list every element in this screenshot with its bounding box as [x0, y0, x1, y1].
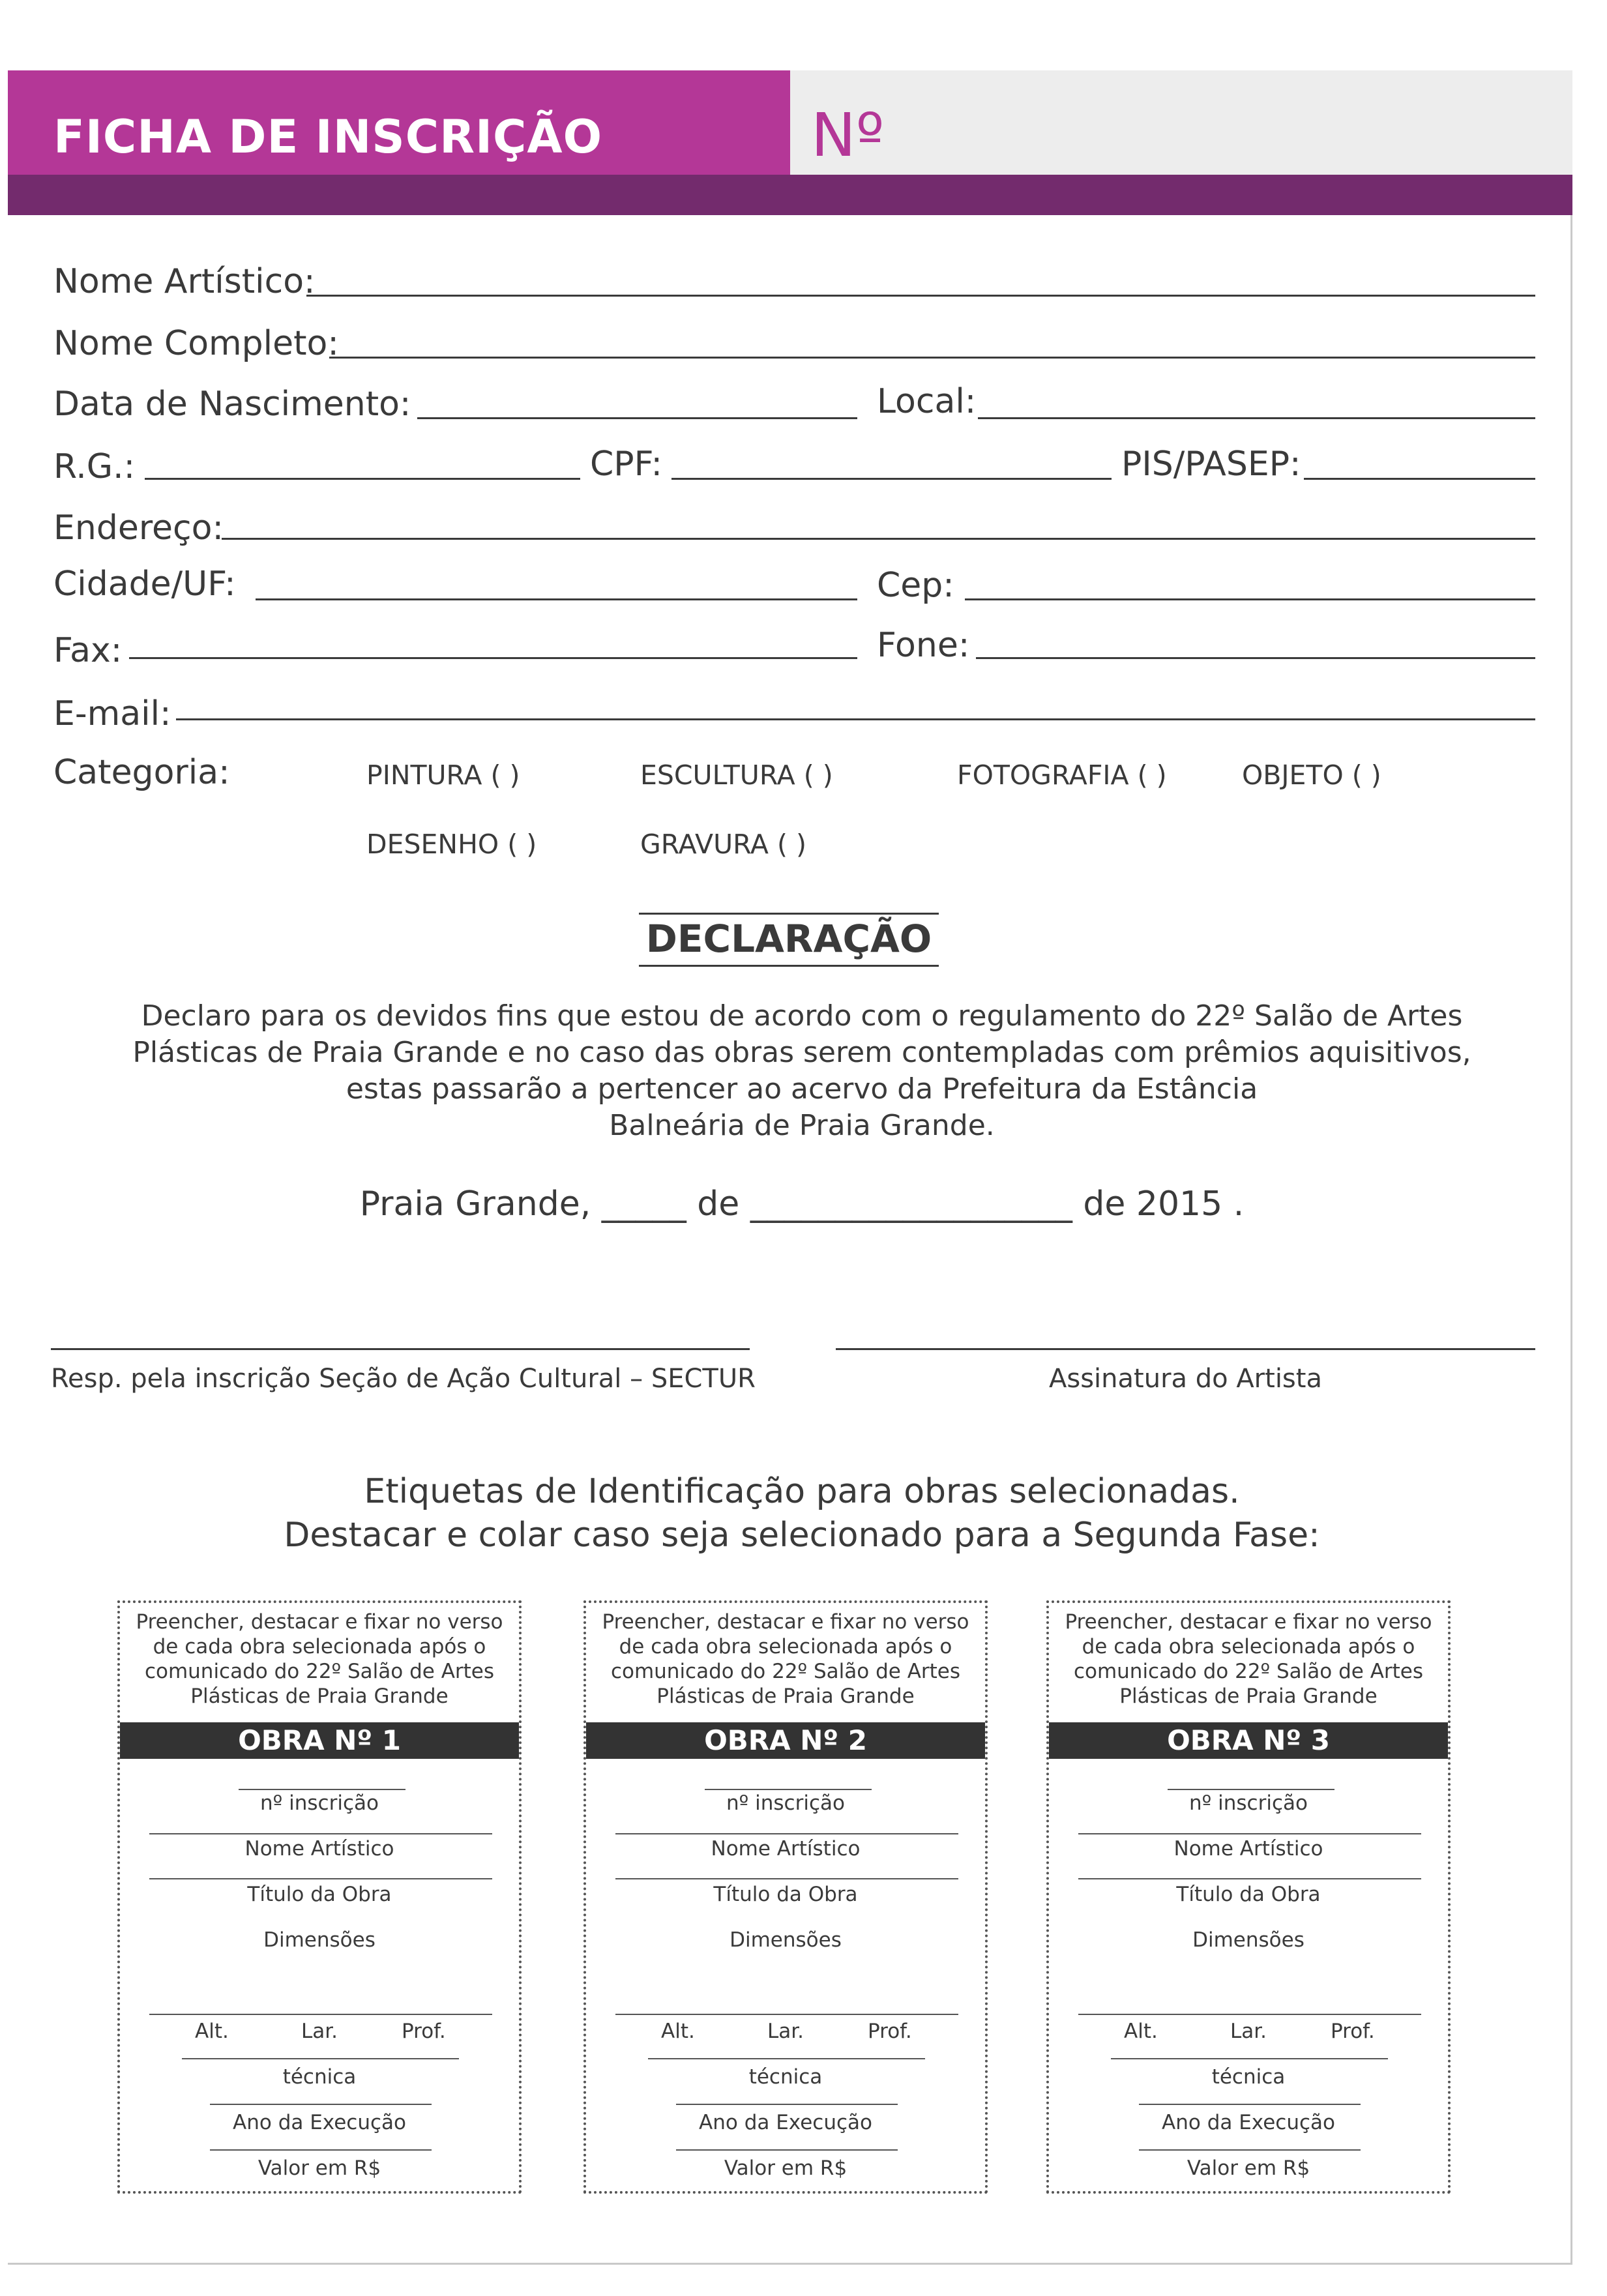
- card-intro-line: de cada obra selecionada após o: [153, 1635, 486, 1658]
- nome-artistico-field[interactable]: [306, 295, 1535, 297]
- local-field[interactable]: [978, 417, 1535, 419]
- valor-line[interactable]: [210, 2149, 432, 2151]
- card-title: OBRA Nº 1: [120, 1722, 519, 1759]
- artist-signature-line[interactable]: [836, 1348, 1535, 1350]
- alt-label: Alt.: [661, 2020, 695, 2043]
- card-intro-line: comunicado do 22º Salão de Artes: [610, 1660, 961, 1683]
- endereco-label: Endereço:: [53, 508, 224, 548]
- resp-signature-label: Resp. pela inscrição Seção de Ação Cultural – SECTUR: [51, 1364, 756, 1394]
- titulo-obra-label: Título da Obra: [1176, 1883, 1321, 1906]
- valor-label: Valor em R$: [724, 2156, 848, 2180]
- fone-label: Fone:: [877, 626, 970, 665]
- cpf-field[interactable]: [671, 478, 1112, 480]
- cep-field[interactable]: [965, 598, 1535, 600]
- fone-field[interactable]: [976, 657, 1535, 659]
- card-intro-line: Plásticas de Praia Grande: [656, 1685, 915, 1708]
- prof-label: Prof.: [402, 2020, 446, 2043]
- card-intro-line: Plásticas de Praia Grande: [1119, 1685, 1378, 1708]
- nome-artistico-card-label: Nome Artístico: [711, 1837, 861, 1861]
- nome-completo-label: Nome Completo:: [53, 324, 339, 363]
- card-intro-line: comunicado do 22º Salão de Artes: [144, 1660, 495, 1683]
- valor-label: Valor em R$: [1187, 2156, 1310, 2180]
- valor-line[interactable]: [676, 2149, 898, 2151]
- titulo-obra-label: Título da Obra: [713, 1883, 858, 1906]
- declaration-rule-top: [639, 913, 939, 915]
- cidade-uf-field[interactable]: [256, 598, 857, 600]
- email-label: E-mail:: [53, 694, 171, 733]
- category-fotografia[interactable]: FOTOGRAFIA ( ): [957, 759, 1167, 791]
- registration-number-label: Nº: [811, 100, 885, 170]
- rg-label: R.G.:: [53, 447, 136, 486]
- lar-label: Lar.: [1230, 2020, 1267, 2043]
- nome-artistico-label: Nome Artístico:: [53, 262, 316, 301]
- nome-artistico-line[interactable]: [615, 1833, 958, 1834]
- ano-line[interactable]: [676, 2104, 898, 2105]
- prof-label: Prof.: [1331, 2020, 1375, 2043]
- lar-label: Lar.: [301, 2020, 338, 2043]
- ano-label: Ano da Execução: [1162, 2111, 1335, 2134]
- rg-field[interactable]: [145, 478, 580, 480]
- fax-field[interactable]: [129, 657, 857, 659]
- inscricao-line[interactable]: [1168, 1789, 1334, 1790]
- tecnica-label: técnica: [1211, 2065, 1286, 2089]
- categoria-label: Categoria:: [53, 753, 230, 792]
- inscricao-label: nº inscrição: [260, 1791, 379, 1815]
- labels-heading-line-2: Destacar e colar caso seja selecionado para a Segunda Fase:: [284, 1516, 1320, 1555]
- declaration-line-4: Balneária de Praia Grande.: [609, 1109, 995, 1142]
- dimensoes-line[interactable]: [615, 2014, 958, 2015]
- declaration-title: DECLARAÇÃO: [645, 917, 932, 961]
- cidade-uf-label: Cidade/UF:: [53, 565, 236, 604]
- card-intro-line: de cada obra selecionada após o: [619, 1635, 952, 1658]
- dimensoes-label: Dimensões: [263, 1928, 376, 1952]
- card-intro: [120, 1610, 519, 1709]
- data-nascimento-field[interactable]: [417, 417, 857, 419]
- data-nascimento-label: Data de Nascimento:: [53, 385, 411, 424]
- tecnica-line[interactable]: [648, 2058, 925, 2059]
- nome-artistico-line[interactable]: [1078, 1833, 1421, 1834]
- artist-signature-label: Assinatura do Artista: [1049, 1364, 1322, 1394]
- place-date-line[interactable]: Praia Grande, _____ de ___________________ de 2015 .: [359, 1185, 1245, 1224]
- local-label: Local:: [877, 382, 977, 421]
- titulo-obra-line[interactable]: [149, 1878, 492, 1879]
- alt-label: Alt.: [195, 2020, 229, 2043]
- ano-line[interactable]: [210, 2104, 432, 2105]
- category-desenho[interactable]: DESENHO ( ): [366, 829, 537, 860]
- category-pintura[interactable]: PINTURA ( ): [366, 759, 520, 791]
- card-intro: [586, 1610, 985, 1709]
- inscricao-label: nº inscrição: [1189, 1791, 1308, 1815]
- email-field[interactable]: [176, 718, 1535, 720]
- inscricao-line[interactable]: [705, 1789, 872, 1790]
- category-objeto[interactable]: OBJETO ( ): [1242, 759, 1381, 791]
- titulo-obra-label: Título da Obra: [247, 1883, 392, 1906]
- labels-heading-line-1: Etiquetas de Identificação para obras selecionadas.: [364, 1472, 1240, 1511]
- cep-label: Cep:: [877, 566, 954, 605]
- category-gravura[interactable]: GRAVURA ( ): [640, 829, 807, 860]
- valor-label: Valor em R$: [258, 2156, 381, 2180]
- ano-line[interactable]: [1139, 2104, 1361, 2105]
- nome-artistico-card-label: Nome Artístico: [244, 1837, 394, 1861]
- tecnica-label: técnica: [282, 2065, 357, 2089]
- titulo-obra-line[interactable]: [1078, 1878, 1421, 1879]
- card-intro-line: Preencher, destacar e fixar no verso: [136, 1610, 503, 1634]
- nome-completo-field[interactable]: [329, 357, 1535, 359]
- card-intro-line: comunicado do 22º Salão de Artes: [1073, 1660, 1424, 1683]
- lar-label: Lar.: [767, 2020, 804, 2043]
- card-intro-line: Preencher, destacar e fixar no verso: [602, 1610, 969, 1634]
- header-band: [8, 175, 1572, 215]
- resp-signature-line[interactable]: [51, 1348, 750, 1350]
- inscricao-line[interactable]: [239, 1789, 405, 1790]
- declaration-rule-bottom: [639, 965, 939, 967]
- tecnica-line[interactable]: [182, 2058, 459, 2059]
- card-intro-line: Plásticas de Praia Grande: [190, 1685, 449, 1708]
- ano-label: Ano da Execução: [233, 2111, 406, 2134]
- dimensoes-line[interactable]: [149, 2014, 492, 2015]
- fax-label: Fax:: [53, 631, 123, 670]
- titulo-obra-line[interactable]: [615, 1878, 958, 1879]
- declaration-line-2: Plásticas de Praia Grande e no caso das obras serem contempladas com prêmios aquisitivos,: [132, 1036, 1471, 1069]
- ano-label: Ano da Execução: [699, 2111, 872, 2134]
- card-title: OBRA Nº 2: [586, 1722, 985, 1759]
- cpf-label: CPF:: [590, 445, 663, 484]
- alt-label: Alt.: [1124, 2020, 1158, 2043]
- declaration-line-1: Declaro para os devidos fins que estou de acordo com o regulamento do 22º Salão de Artes: [141, 999, 1463, 1033]
- nome-artistico-card-label: Nome Artístico: [1173, 1837, 1323, 1861]
- tecnica-label: técnica: [748, 2065, 823, 2089]
- card-intro-line: Preencher, destacar e fixar no verso: [1065, 1610, 1432, 1634]
- header-number-panel: [790, 70, 1572, 175]
- endereco-field[interactable]: [222, 538, 1535, 540]
- form-title: FICHA DE INSCRIÇÃO: [53, 110, 603, 164]
- card-intro-line: de cada obra selecionada após o: [1082, 1635, 1415, 1658]
- dimensoes-label: Dimensões: [730, 1928, 842, 1952]
- label-card-3: [1046, 1600, 1451, 2194]
- inscricao-label: nº inscrição: [726, 1791, 845, 1815]
- pis-pasep-label: PIS/PASEP:: [1121, 445, 1301, 484]
- label-card-1: [117, 1600, 522, 2194]
- valor-line[interactable]: [1139, 2149, 1361, 2151]
- tecnica-line[interactable]: [1111, 2058, 1388, 2059]
- declaration-line-3: estas passarão a pertencer ao acervo da Prefeitura da Estância: [346, 1072, 1258, 1106]
- pis-pasep-field[interactable]: [1304, 478, 1535, 480]
- card-title: OBRA Nº 3: [1049, 1722, 1448, 1759]
- dimensoes-label: Dimensões: [1192, 1928, 1305, 1952]
- category-escultura[interactable]: ESCULTURA ( ): [640, 759, 833, 791]
- label-card-2: [583, 1600, 988, 2194]
- prof-label: Prof.: [868, 2020, 912, 2043]
- dimensoes-line[interactable]: [1078, 2014, 1421, 2015]
- nome-artistico-line[interactable]: [149, 1833, 492, 1834]
- card-intro: [1049, 1610, 1448, 1709]
